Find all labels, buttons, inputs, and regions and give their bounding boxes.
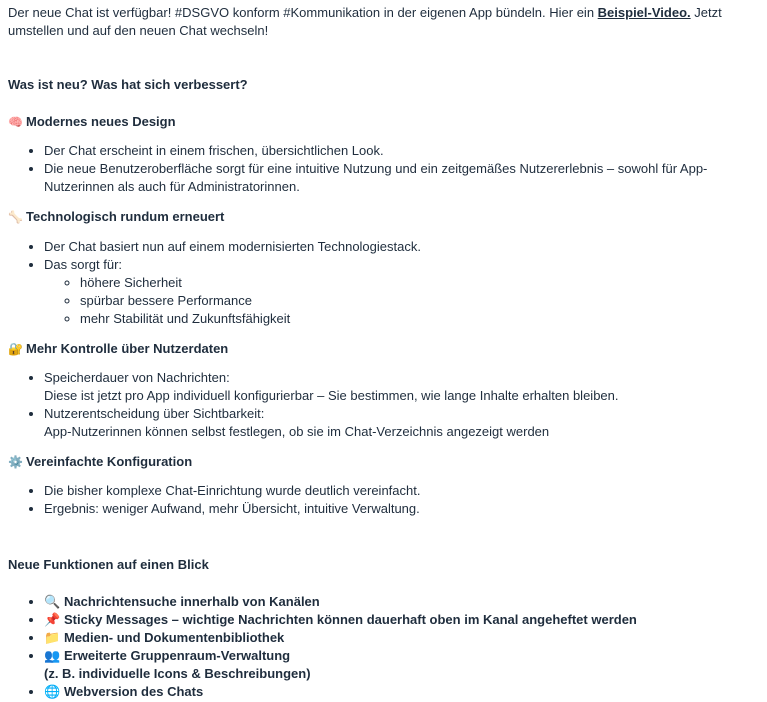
bone-icon: 🦴 [8, 210, 23, 224]
tech-list [8, 238, 757, 328]
brain-icon: 🧠 [8, 115, 23, 129]
features-heading: Neue Funktionen auf einen Blick [8, 557, 209, 572]
globe-icon: 🌐 [44, 684, 61, 699]
control-list [8, 369, 757, 441]
list-item: • Der Chat erscheint in einem frischen, übersichtlichen Look. [44, 142, 757, 160]
list-item-text: Das sorgt für: [44, 257, 123, 272]
sublist-item: ◦ spürbar bessere Performance [80, 292, 757, 310]
list-item [44, 405, 757, 441]
sublist-item: ◦ mehr Stabilität und Zukunftsfähigkeit [80, 310, 757, 328]
feature-item [44, 593, 757, 611]
list-item [44, 256, 757, 328]
tech-heading [8, 208, 757, 226]
retention-label: Speicherdauer von Nachrichten: [44, 370, 230, 385]
list-item: • Ergebnis: weniger Aufwand, mehr Übersicht, intuitive Verwaltung. [44, 500, 757, 518]
pushpin-icon: 📌 [44, 612, 61, 627]
config-title: Vereinfachte Konfiguration [26, 454, 193, 469]
features-list [8, 593, 757, 701]
people-icon: 👥 [44, 648, 61, 663]
list-item [44, 369, 757, 405]
whats-new-heading: Was ist neu? Was hat sich verbessert? [8, 77, 248, 92]
control-title: Mehr Kontrolle über Nutzerdaten [26, 341, 229, 356]
retention-text: Diese ist jetzt pro App individuell konfigurierbar – Sie bestimmen, wie lange Inhalte erhalten bleiben. [44, 388, 619, 403]
tech-title: Technologisch rundum erneuert [26, 209, 225, 224]
example-video-link[interactable]: Beispiel-Video. [597, 5, 691, 20]
feature-text-detail: (z. B. individuelle Icons & Beschreibungen) [44, 666, 311, 681]
visibility-label: Nutzerentscheidung über Sichtbarkeit: [44, 406, 265, 421]
gear-icon: ⚙️ [8, 455, 23, 469]
feature-text: Medien- und Dokumentenbibliothek [64, 630, 285, 645]
design-title: Modernes neues Design [26, 114, 176, 129]
feature-item [44, 647, 757, 683]
design-heading [8, 113, 757, 131]
lock-icon: 🔐 [8, 342, 23, 356]
tech-sublist [44, 274, 757, 328]
visibility-text: App-Nutzerinnen können selbst festlegen, ob sie im Chat-Verzeichnis angezeigt werden [44, 424, 550, 439]
folder-icon: 📁 [44, 630, 61, 645]
intro-text-after: Jetzt umstellen und auf den neuen Chat wechseln! [8, 5, 722, 38]
list-item: • Die neue Benutzeroberfläche sorgt für eine intuitive Nutzung und ein zeitgemäßes Nutzererlebnis – sowohl für App-Nutzerinnen als auch für Administratorinnen. [44, 160, 757, 196]
config-heading [8, 453, 757, 471]
feature-item [44, 611, 757, 629]
feature-text: Nachrichtensuche innerhalb von Kanälen [64, 594, 320, 609]
design-list [8, 142, 757, 196]
feature-text: Webversion des Chats [64, 684, 204, 699]
list-item: • Der Chat basiert nun auf einem modernisierten Technologiestack. [44, 238, 757, 256]
control-heading [8, 340, 757, 358]
intro-paragraph [8, 4, 757, 40]
list-item: • Die bisher komplexe Chat-Einrichtung wurde deutlich vereinfacht. [44, 482, 757, 500]
sublist-item: ◦ höhere Sicherheit [80, 274, 757, 292]
feature-item [44, 683, 757, 701]
feature-item [44, 629, 757, 647]
config-list [8, 482, 757, 518]
magnifier-icon: 🔍 [44, 594, 61, 609]
intro-text-before: Der neue Chat ist verfügbar! #DSGVO konform #Kommunikation in der eigenen App bündeln. Hier ein [8, 5, 598, 20]
feature-text: Erweiterte Gruppenraum-Verwaltung [64, 648, 291, 663]
feature-text: Sticky Messages – wichtige Nachrichten können dauerhaft oben im Kanal angeheftet werden [64, 612, 637, 627]
